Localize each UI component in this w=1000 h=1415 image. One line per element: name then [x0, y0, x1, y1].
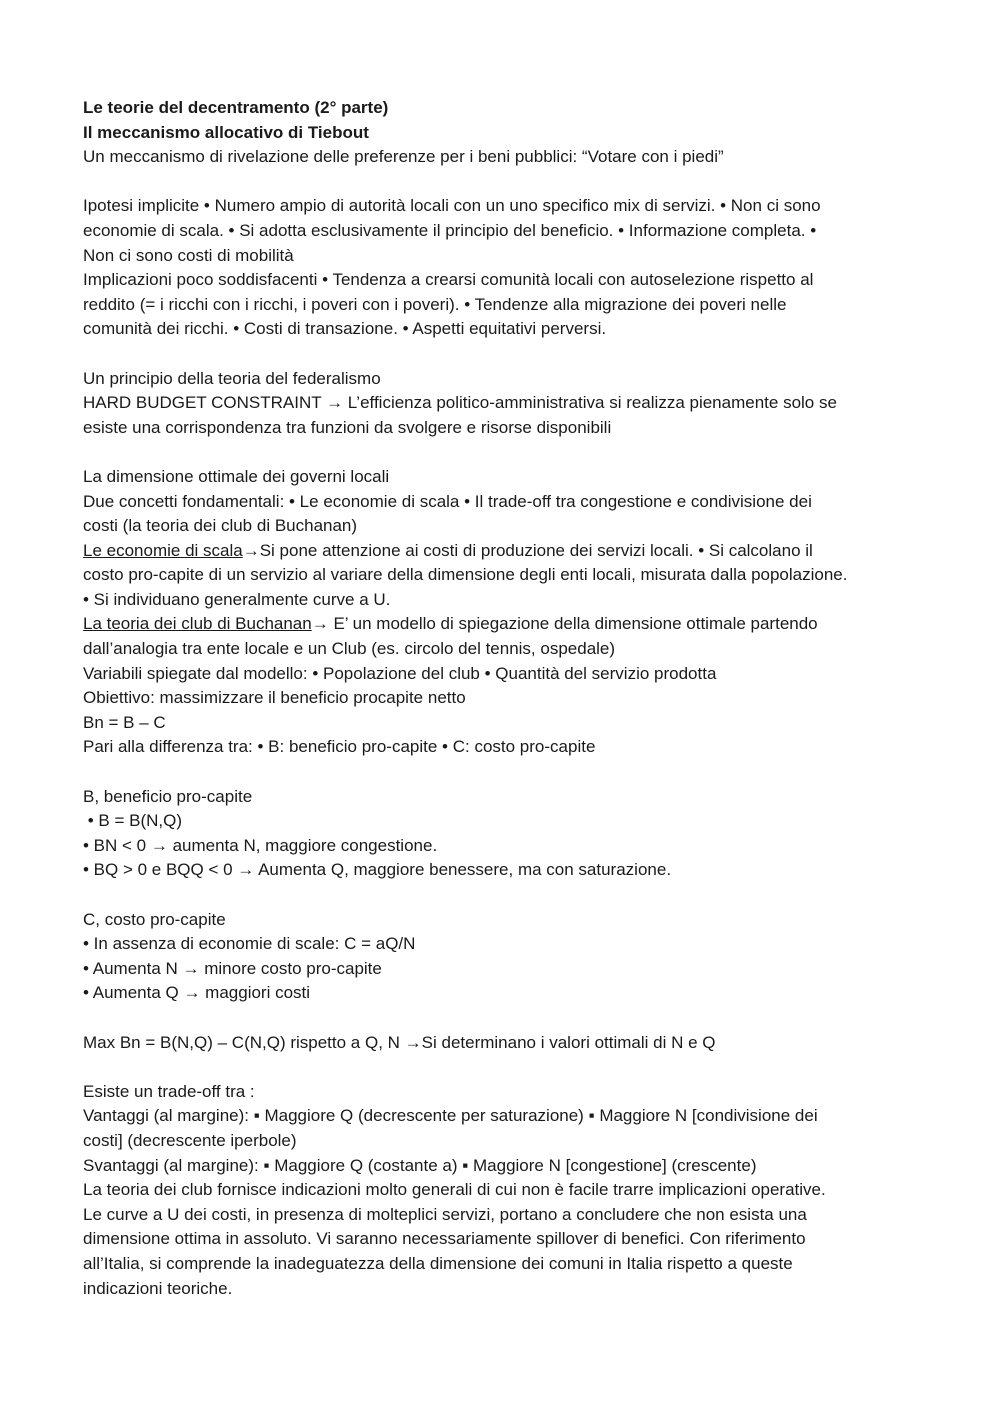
text-line: Variabili spiegate dal modello: • Popolazione del club • Quantità del servizio prodotta [83, 663, 717, 683]
text-line: economie di scala. • Si adotta esclusivamente il principio del beneficio. • Informazione completa. • [83, 220, 817, 240]
text-line: reddito (= i ricchi con i ricchi, i poveri con i poveri). • Tendenze alla migrazione dei poveri nelle [83, 294, 787, 314]
intro-line: Un meccanismo di rivelazione delle preferenze per i beni pubblici: “Votare con i piedi” [83, 147, 724, 167]
costo-section [83, 908, 933, 1006]
list-item: • BN < 0 → aumenta N, maggiore congestione. [83, 835, 438, 855]
text-line: Obiettivo: massimizzare il beneficio procapite netto [83, 688, 466, 708]
spacer [83, 883, 933, 908]
text-line: Vantaggi (al margine): ▪ Maggiore Q (decrescente per saturazione) ▪ Maggiore N [condivisione dei [83, 1106, 818, 1126]
tradeoff-section [83, 1080, 933, 1301]
spacer [83, 760, 933, 785]
text-line: Un principio della teoria del federalismo [83, 368, 381, 388]
max-formula-line: Max Bn = B(N,Q) – C(N,Q) rispetto a Q, N →Si determinano i valori ottimali di N e Q [83, 1032, 716, 1052]
text-line: dall’analogia tra ente locale e un Club (es. circolo del tennis, ospedale) [83, 639, 616, 659]
text-line: B, beneficio pro-capite [83, 786, 253, 806]
economie-heading: Le economie di scala [83, 540, 243, 560]
document-page [83, 96, 933, 1301]
text-line: • Si individuano generalmente curve a U. [83, 589, 391, 609]
text-line: costo pro-capite di un servizio al variare della dimensione degli enti locali, misurata dalla popolazione. [83, 565, 848, 585]
spacer [83, 170, 933, 195]
text-line: costi (la teoria dei club di Buchanan) [83, 516, 358, 536]
economie-text: →Si pone attenzione ai costi di produzione dei servizi locali. • Si calcolano il [242, 540, 813, 560]
list-item: • B = B(N,Q) [83, 811, 182, 831]
dimensione-paragraph [83, 465, 933, 539]
list-item: • Aumenta Q → maggiori costi [83, 983, 311, 1003]
spacer [83, 342, 933, 367]
text-line: all’Italia, si comprende la inadeguatezza della dimensione dei comuni in Italia rispetto a queste [83, 1253, 793, 1273]
text-line: dimensione ottima in assoluto. Vi saranno necessariamente spillover di benefici. Con riferimento [83, 1229, 806, 1249]
text-line: esiste una corrispondenza tra funzioni da svolgere e risorse disponibili [83, 417, 612, 437]
text-line: La dimensione ottimale dei governi locali [83, 466, 390, 486]
text-line: Svantaggi (al margine): ▪ Maggiore Q (costante a) ▪ Maggiore N [congestione] (crescente) [83, 1155, 757, 1175]
text-line: Ipotesi implicite • Numero ampio di autorità locali con un uno specifico mix di servizi. • Non ci sono [83, 196, 821, 216]
text-line: Le curve a U dei costi, in presenza di molteplici servizi, portano a concludere che non esista una [83, 1204, 807, 1224]
text-line: comunità dei ricchi. • Costi di transazione. • Aspetti equitativi perversi. [83, 319, 607, 339]
text-line: Esiste un trade-off tra : [83, 1081, 255, 1101]
list-item: • Aumenta N → minore costo pro-capite [83, 958, 382, 978]
list-item: • BQ > 0 e BQQ < 0 → Aumenta Q, maggiore benessere, ma con saturazione. [83, 860, 672, 880]
text-line: C, costo pro-capite [83, 909, 226, 929]
text-line: indicazioni teoriche. [83, 1278, 233, 1298]
ipotesi-paragraph [83, 194, 933, 268]
spacer [83, 1006, 933, 1031]
beneficio-section [83, 785, 933, 883]
text-line [83, 539, 933, 564]
text-line: Pari alla differenza tra: • B: beneficio pro-capite • C: costo pro-capite [83, 737, 596, 757]
text-line [83, 612, 933, 637]
club-text: → E’ un modello di spiegazione della dimensione ottimale partendo [311, 614, 818, 634]
spacer [83, 1055, 933, 1080]
text-line: HARD BUDGET CONSTRAINT → L’efficienza politico-amministrativa si realizza pienamente solo se [83, 393, 837, 413]
document-subtitle: Il meccanismo allocativo di Tiebout [83, 122, 369, 142]
implicazioni-paragraph [83, 268, 933, 342]
club-paragraph [83, 612, 933, 760]
document-title: Le teorie del decentramento (2° parte) [83, 98, 389, 117]
text-line: Implicazioni poco soddisfacenti • Tendenza a crearsi comunità locali con autoselezione rispetto al [83, 270, 814, 290]
spacer [83, 440, 933, 465]
text-line: Non ci sono costi di mobilità [83, 245, 294, 265]
club-heading: La teoria dei club di Buchanan [83, 614, 312, 634]
list-item: • In assenza di economie di scale: C = aQ/N [83, 934, 416, 954]
economie-paragraph [83, 539, 933, 613]
text-line: La teoria dei club fornisce indicazioni molto generali di cui non è facile trarre implicazioni operative. [83, 1180, 826, 1200]
principio-paragraph [83, 367, 933, 441]
text-line: costi] (decrescente iperbole) [83, 1130, 297, 1150]
formula-line: Bn = B – C [83, 712, 166, 732]
text-line: Due concetti fondamentali: • Le economie di scala • Il trade-off tra congestione e condivisione dei [83, 491, 812, 511]
